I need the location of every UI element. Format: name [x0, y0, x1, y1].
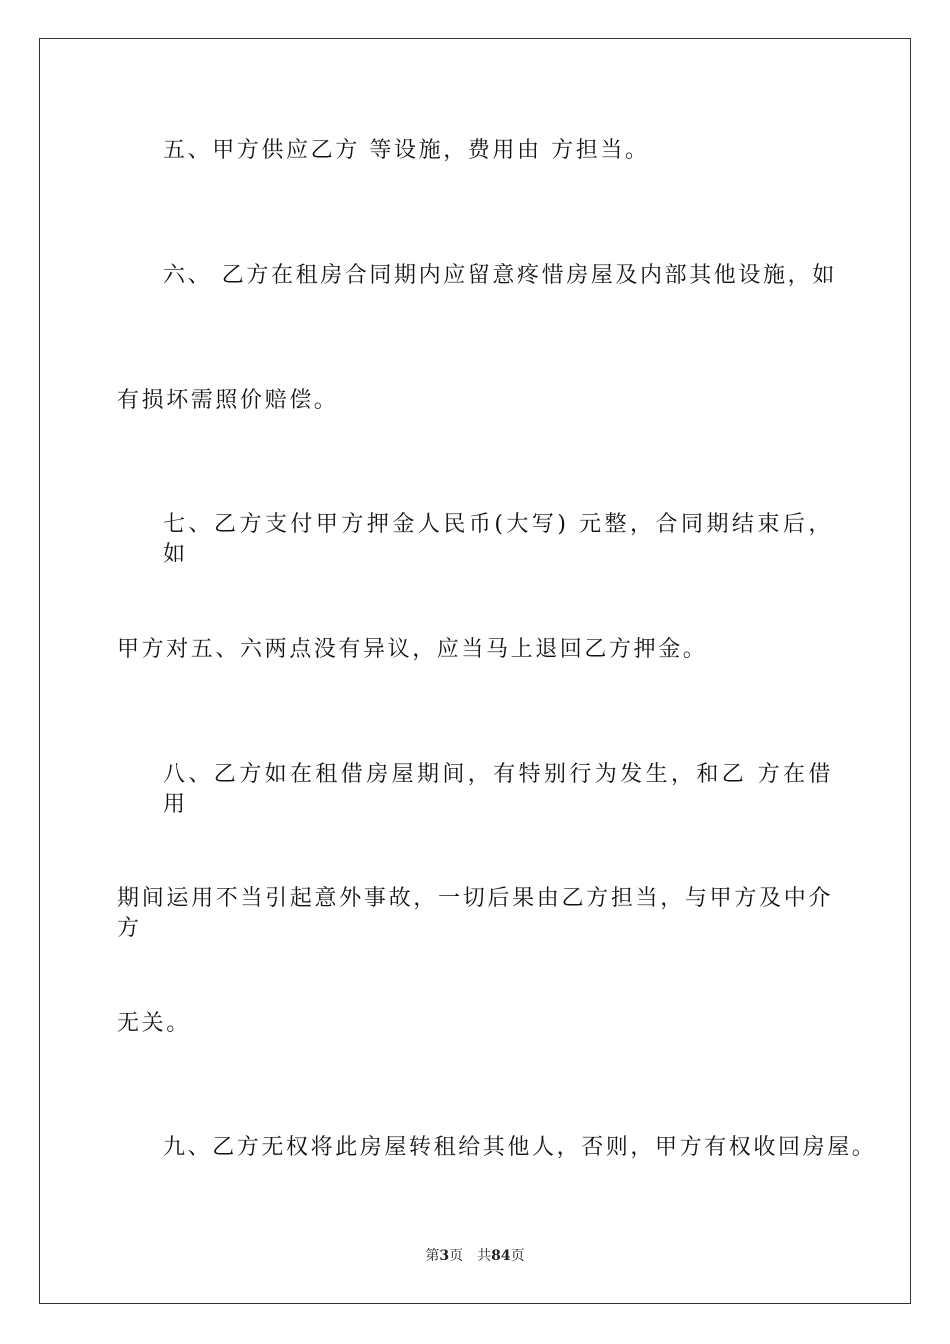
page-suffix: 页 [449, 1248, 464, 1264]
total-pages: 84 [491, 1248, 511, 1264]
page-number: 3 [439, 1248, 450, 1264]
clause-6-line-1: 六、 乙方在租房合同期内应留意疼惜房屋及内部其他设施，如 [163, 263, 837, 288]
clause-9-line-1: 九、乙方无权将此房屋转租给其他人，否则，甲方有权收回房屋。 [163, 1135, 877, 1160]
total-prefix: 共 [477, 1248, 492, 1264]
clause-5-line-1: 五、甲方供应乙方 等设施，费用由 方担当。 [163, 138, 650, 163]
total-suffix: 页 [510, 1248, 525, 1264]
clause-6-line-2: 有损坏需照价赔偿。 [117, 388, 339, 413]
page-footer [0, 1247, 950, 1265]
clause-8-line-1: 八、乙方如在租借房屋期间，有特别行为发生，和乙 方在借用 [163, 762, 833, 817]
page-border [39, 38, 911, 1304]
clause-8-line-3: 无关。 [117, 1011, 191, 1036]
clause-7-line-2: 甲方对五、六两点没有异议，应当马上退回乙方押金。 [117, 637, 708, 662]
clause-7-line-1: 七、乙方支付甲方押金人民币(大写) 元整，合同期结束后，如 [163, 512, 833, 567]
clause-8-line-2: 期间运用不当引起意外事故，一切后果由乙方担当，与甲方及中介方 [117, 886, 833, 941]
page-prefix: 第 [425, 1248, 440, 1264]
